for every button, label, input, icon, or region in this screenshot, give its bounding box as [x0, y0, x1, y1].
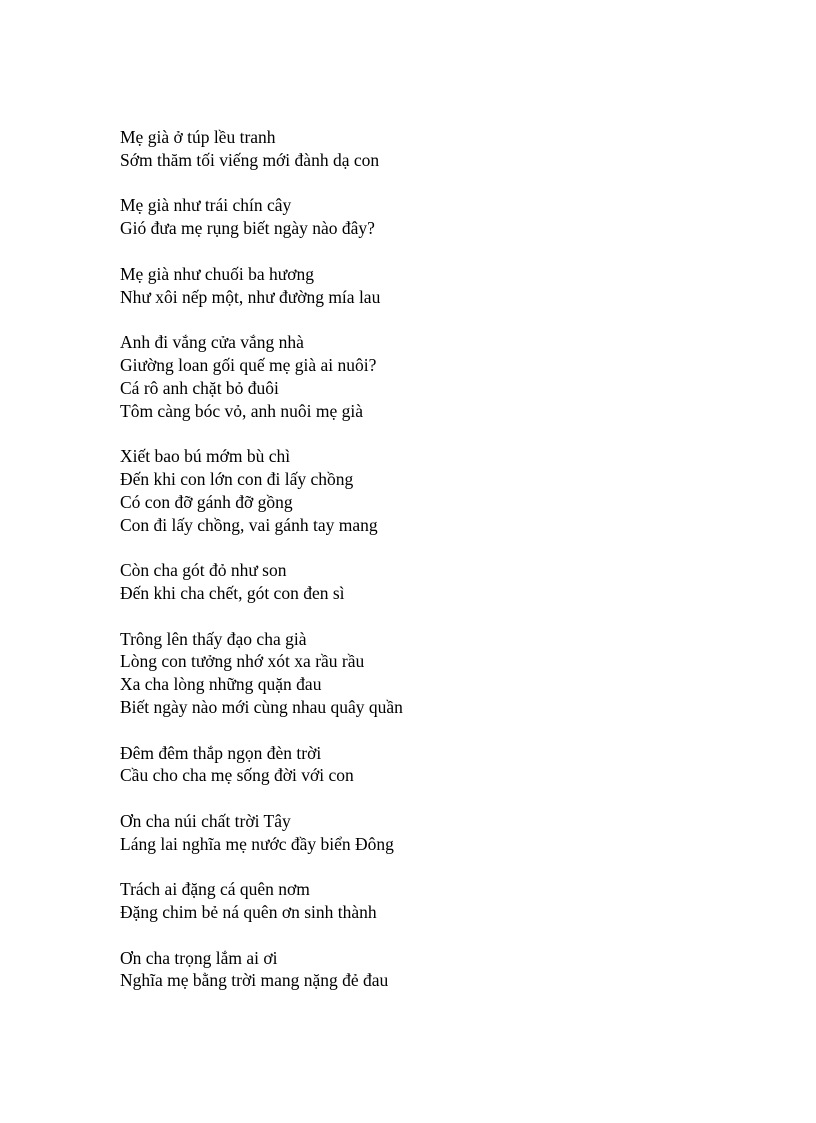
stanza [120, 331, 740, 422]
poem-text [120, 126, 740, 1015]
poem-line: Lòng con tưởng nhớ xót xa rầu rầu [120, 651, 365, 672]
poem-line: Trách ai đặng cá quên nơm [120, 879, 310, 900]
poem-line: Mẹ già như chuối ba hương [120, 263, 314, 284]
poem-line: Anh đi vắng cửa vắng nhà [120, 332, 304, 353]
poem-line: Xiết bao bú mớm bù chì [120, 446, 291, 467]
stanza [120, 810, 740, 856]
poem-line: Mẹ già như trái chín cây [120, 195, 292, 216]
stanza [120, 263, 740, 309]
poem-line: Láng lai nghĩa mẹ nước đầy biển Đông [120, 833, 394, 854]
poem-line: Ơn cha núi chất trời Tây [120, 810, 291, 831]
stanza [120, 947, 740, 993]
poem-line: Đặng chim bẻ ná quên ơn sinh thành [120, 902, 377, 923]
poem-line: Còn cha gót đỏ như son [120, 560, 287, 581]
stanza [120, 126, 740, 172]
poem-line: Cầu cho cha mẹ sống đời với con [120, 765, 354, 786]
stanza [120, 742, 740, 788]
poem-line: Sớm thăm tối viếng mới đành dạ con [120, 149, 380, 170]
poem-line: Con đi lấy chồng, vai gánh tay mang [120, 514, 378, 535]
poem-line: Đến khi con lớn con đi lấy chồng [120, 468, 354, 489]
poem-line: Đêm đêm thắp ngọn đèn trời [120, 742, 322, 763]
poem-line: Có con đỡ gánh đỡ gồng [120, 491, 293, 512]
poem-line: Cá rô anh chặt bỏ đuôi [120, 377, 279, 398]
poem-line: Xa cha lòng những quặn đau [120, 674, 322, 695]
stanza [120, 194, 740, 240]
stanza [120, 878, 740, 924]
stanza [120, 445, 740, 536]
poem-line: Giường loan gối quế mẹ già ai nuôi? [120, 354, 377, 375]
poem-line: Như xôi nếp một, như đường mía lau [120, 286, 381, 307]
poem-line: Gió đưa mẹ rụng biết ngày nào đây? [120, 218, 375, 239]
poem-line: Nghĩa mẹ bằng trời mang nặng đẻ đau [120, 970, 389, 991]
poem-line: Ơn cha trọng lắm ai ơi [120, 947, 278, 968]
stanza [120, 559, 740, 605]
poem-line: Đến khi cha chết, gót con đen sì [120, 582, 345, 603]
poem-line: Tôm càng bóc vỏ, anh nuôi mẹ già [120, 400, 363, 421]
poem-line: Biết ngày nào mới cùng nhau quây quần [120, 696, 403, 717]
poem-line: Mẹ già ở túp lều tranh [120, 127, 276, 147]
poem-line: Trông lên thấy đạo cha già [120, 628, 307, 649]
stanza [120, 628, 740, 719]
